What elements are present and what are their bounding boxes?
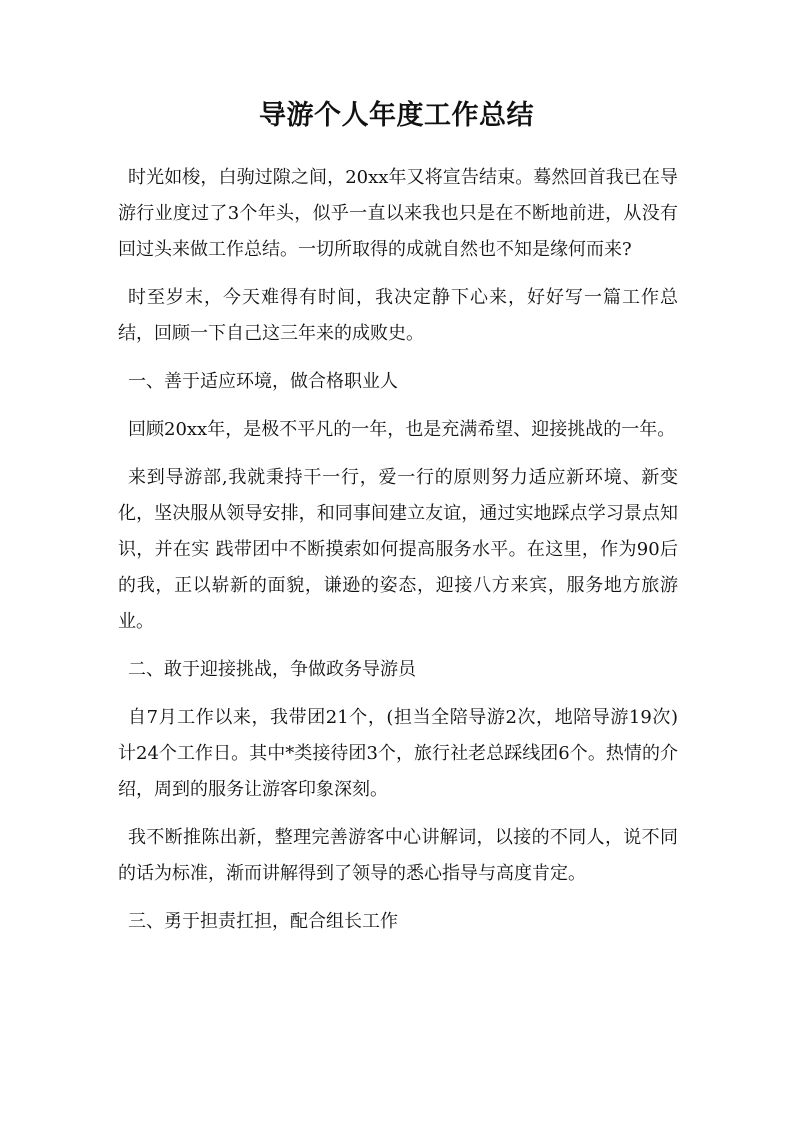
section-heading-3: 三、勇于担责扛担，配合组长工作	[128, 911, 398, 932]
paragraph-review: 回顾20xx年，是极不平凡的一年，也是充满希望、迎接挑战的一年。	[128, 419, 676, 440]
paragraph-adapt: 来到导游部,我就秉持干一行，爱一行的原则努力适应新环境、新变化，坚决服从领导安排，和同事间建立友谊，通过实地踩点学习景点知识，并在实 践带团中不断摸索如何提高服务水平。在这里，作为90后的我，正以崭新的面貌，谦逊的姿态，迎接八方来宾，服务地方旅游业。	[118, 467, 678, 632]
document-title: 导游个人年度工作总结	[259, 100, 534, 131]
paragraph-year-end: 时至岁末，今天难得有时间，我决定静下心来，好好写一篇工作总结，回顾一下自己这三年来的成败史。	[118, 287, 678, 344]
paragraph-intro: 时光如梭，白驹过隙之间，20xx年又将宣告结束。蓦然回首我已在导游行业度过了3个年头，似乎一直以来我也只是在不断地前进，从没有回过头来做工作总结。一切所取得的成就自然也不知是缘何而来?	[118, 167, 678, 260]
document-body	[118, 160, 678, 952]
paragraph-tours: 自7月工作以来，我带团21个，(担当全陪导游2次，地陪导游19次)计24个工作日。其中*类接待团3个，旅行社老总踩线团6个。热情的介绍，周到的服务让游客印象深刻。	[118, 707, 678, 800]
section-heading-2: 二、敢于迎接挑战，争做政务导游员	[128, 659, 416, 680]
paragraph-innovate: 我不断推陈出新，整理完善游客中心讲解词，以接的不同人，说不同的话为标准，渐而讲解得到了领导的悉心指导与高度肯定。	[118, 827, 678, 884]
section-heading-1: 一、善于适应环境，做合格职业人	[128, 371, 398, 392]
